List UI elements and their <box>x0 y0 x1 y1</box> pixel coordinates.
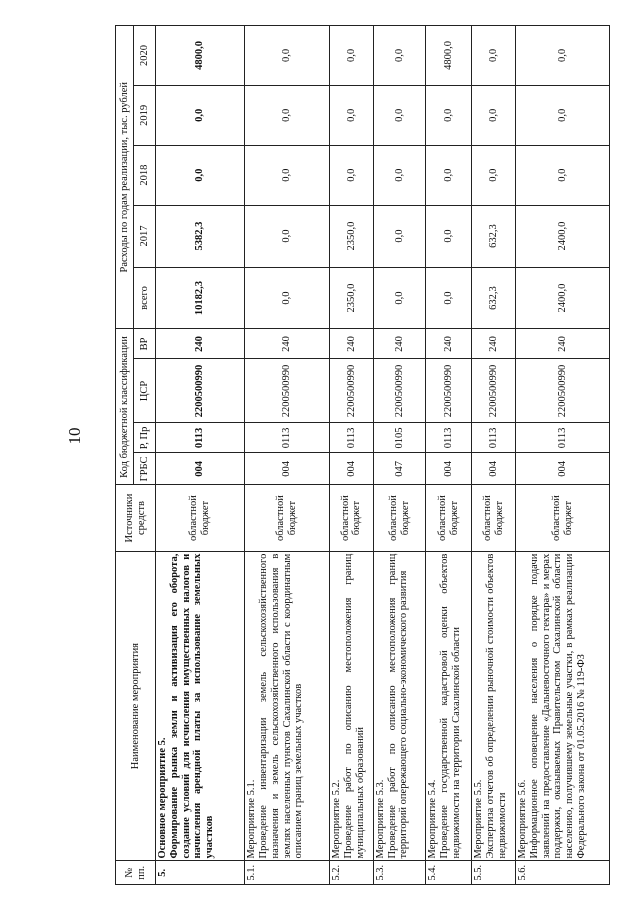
row-total: 632,3 <box>472 267 516 329</box>
budget-table <box>115 25 610 885</box>
row-2020: 4800,0 <box>426 26 472 86</box>
row-2020: 4800,0 <box>156 26 245 86</box>
row-rpr: 0113 <box>245 423 330 453</box>
row-description: Экспертиза отчетов об определении рыночной стоимости объектов недвижимости <box>485 553 508 859</box>
row-2018: 0,0 <box>373 145 426 205</box>
row-2019: 0,0 <box>472 85 516 145</box>
row-2018: 0,0 <box>472 145 516 205</box>
row-2019: 0,0 <box>156 85 245 145</box>
row-name-cell <box>373 551 426 861</box>
row-total: 0,0 <box>426 267 472 329</box>
row-rpr: 0113 <box>426 423 472 453</box>
table-row <box>245 26 330 885</box>
header-grbs: ГРБС <box>134 453 156 485</box>
row-title: Мероприятие 5.2. <box>331 779 343 859</box>
row-vr: 240 <box>426 329 472 359</box>
row-2017: 0,0 <box>245 205 330 267</box>
row-2019: 0,0 <box>516 85 610 145</box>
row-vr: 240 <box>245 329 330 359</box>
table-row <box>426 26 472 885</box>
row-source: областной бюджет <box>373 485 426 551</box>
row-number: 5.3. <box>373 861 426 885</box>
header-num: № пп. <box>116 861 156 885</box>
row-2019: 0,0 <box>426 85 472 145</box>
row-total: 0,0 <box>373 267 426 329</box>
row-description: Проведение работ по описанию местоположения границ территорий опережающего социально-экономического развития <box>386 553 410 859</box>
row-grbs: 004 <box>330 453 374 485</box>
row-name-cell <box>426 551 472 861</box>
row-title: Мероприятие 5.1. <box>246 779 258 859</box>
row-grbs: 004 <box>156 453 245 485</box>
row-2018: 0,0 <box>426 145 472 205</box>
header-expenses-group: Расходы по годам реализации, тыс. рублей <box>116 26 134 329</box>
header-code-group: Код бюджетной классификации <box>116 329 134 485</box>
row-total: 10182,3 <box>156 267 245 329</box>
row-2020: 0,0 <box>472 26 516 86</box>
row-total: 2400,0 <box>516 267 610 329</box>
row-2020: 0,0 <box>245 26 330 86</box>
row-vr: 240 <box>156 329 245 359</box>
row-csr: 2200500990 <box>245 359 330 423</box>
row-2019: 0,0 <box>330 85 374 145</box>
row-title: Мероприятие 5.6. <box>517 779 529 859</box>
table-row <box>156 26 245 885</box>
row-2017: 5382,3 <box>156 205 245 267</box>
header-2019: 2019 <box>134 85 156 145</box>
header-2020: 2020 <box>134 26 156 86</box>
row-source: областной бюджет <box>516 485 610 551</box>
header-vr: ВР <box>134 329 156 359</box>
row-rpr: 0113 <box>156 423 245 453</box>
row-2017: 0,0 <box>373 205 426 267</box>
row-csr: 2200500990 <box>516 359 610 423</box>
row-2018: 0,0 <box>156 145 245 205</box>
row-rpr: 0105 <box>373 423 426 453</box>
row-name-cell <box>472 551 516 861</box>
table-row <box>373 26 426 885</box>
row-name-cell <box>156 551 245 861</box>
row-title: Мероприятие 5.3. <box>374 779 386 859</box>
row-2019: 0,0 <box>245 85 330 145</box>
row-grbs: 004 <box>516 453 610 485</box>
row-number: 5.1. <box>245 861 330 885</box>
row-description: Информационное оповещение населения о порядке подачи заявлений на предоставление «Дальневосточного гектара» и мерах поддержки, оказываемых Правительством Сахалинской области населению, получившему земельные участки, в рамках реализации Федерального закона от 01.05.2016 № 119-ФЗ <box>528 553 587 859</box>
row-rpr: 0113 <box>472 423 516 453</box>
row-number: 5.5. <box>472 861 516 885</box>
row-vr: 240 <box>472 329 516 359</box>
row-2017: 0,0 <box>426 205 472 267</box>
row-csr: 2200500990 <box>330 359 374 423</box>
header-name: Наименование мероприятия <box>116 551 156 861</box>
table-row <box>516 26 610 885</box>
row-csr: 2200500990 <box>426 359 472 423</box>
row-description: Проведение работ по описанию местоположения границ муниципальных образований <box>342 553 366 859</box>
row-2017: 632,3 <box>472 205 516 267</box>
row-grbs: 004 <box>426 453 472 485</box>
header-total: всего <box>134 267 156 329</box>
row-2018: 0,0 <box>330 145 374 205</box>
row-name-cell <box>245 551 330 861</box>
row-2018: 0,0 <box>516 145 610 205</box>
row-number: 5.2. <box>330 861 374 885</box>
row-number: 5. <box>156 861 245 885</box>
row-2018: 0,0 <box>245 145 330 205</box>
row-2019: 0,0 <box>373 85 426 145</box>
row-total: 0,0 <box>245 267 330 329</box>
header-2018: 2018 <box>134 145 156 205</box>
row-2020: 0,0 <box>373 26 426 86</box>
row-source: областной бюджет <box>245 485 330 551</box>
row-name-cell <box>516 551 610 861</box>
row-rpr: 0113 <box>330 423 374 453</box>
header-source: Источники средств <box>116 485 156 551</box>
row-title: Мероприятие 5.4. <box>427 779 439 859</box>
row-2020: 0,0 <box>516 26 610 86</box>
rotated-table-container <box>115 25 610 885</box>
header-2017: 2017 <box>134 205 156 267</box>
row-source: областной бюджет <box>472 485 516 551</box>
row-source: областной бюджет <box>330 485 374 551</box>
row-csr: 2200500990 <box>472 359 516 423</box>
row-title: Мероприятие 5.5. <box>473 779 485 859</box>
page-number: 10 <box>65 427 84 445</box>
row-source: областной бюджет <box>156 485 245 551</box>
row-grbs: 004 <box>245 453 330 485</box>
table-row <box>472 26 516 885</box>
row-grbs: 047 <box>373 453 426 485</box>
row-description: Проведение государственной кадастровой оценки объектов недвижимости на территории Сахалинской области <box>439 553 462 859</box>
row-csr: 2200500990 <box>373 359 426 423</box>
row-number: 5.6. <box>516 861 610 885</box>
row-source: областной бюджет <box>426 485 472 551</box>
row-vr: 240 <box>330 329 374 359</box>
row-vr: 240 <box>373 329 426 359</box>
header-rpr: Р, Пр <box>134 423 156 453</box>
row-2017: 2400,0 <box>516 205 610 267</box>
row-csr: 2200500990 <box>156 359 245 423</box>
row-description: Проведение инвентаризации земель сельскохозяйственного назначения и земель сельскохозяйственного использования в землях населенных пунктов Сахалинской области с координатным описанием границ земельных участков <box>258 553 305 859</box>
row-name-cell <box>330 551 374 861</box>
row-2020: 0,0 <box>330 26 374 86</box>
row-total: 2350,0 <box>330 267 374 329</box>
row-number: 5.4. <box>426 861 472 885</box>
row-2017: 2350,0 <box>330 205 374 267</box>
row-description: Формирование рынка земли и активизация его оборота, создание условий для исчисления имущественных налогов и начисления арендной платы за использование земельных участков <box>168 553 215 859</box>
row-title: Основное мероприятие 5. <box>157 737 168 859</box>
row-rpr: 0113 <box>516 423 610 453</box>
row-vr: 240 <box>516 329 610 359</box>
header-csr: ЦСР <box>134 359 156 423</box>
table-row <box>330 26 374 885</box>
row-grbs: 004 <box>472 453 516 485</box>
